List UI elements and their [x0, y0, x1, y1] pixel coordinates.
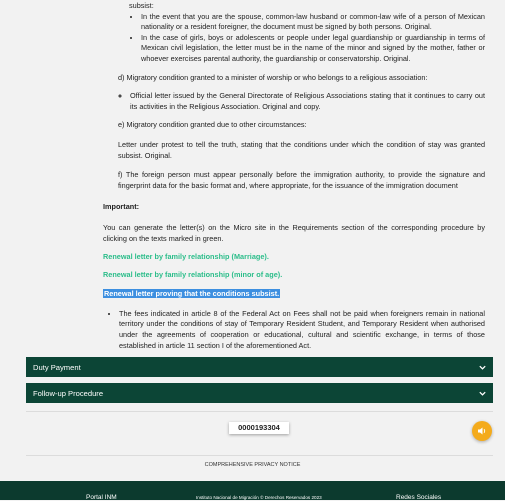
chevron-down-icon — [478, 389, 487, 398]
fees-list — [119, 309, 485, 351]
speaker-icon — [477, 426, 487, 436]
footer-copyright: Instituto Nacional de Migración © Derechos Reservados 2023 — [196, 495, 322, 500]
accordion-duty-payment[interactable] — [26, 357, 493, 377]
audio-button[interactable] — [472, 421, 492, 441]
important-heading: Important: — [103, 202, 140, 212]
link-renewal-conditions[interactable]: Renewal letter proving that the conditions subsist. — [104, 289, 280, 299]
bullet-minors: • In the case of girls, boys or adolescents or people under legal guardianship or guardianship in terms of Mexican civil legislation, the letter must be in the name of the minor and signed by the mother, father or whoever exercises parental authority, the guardianship or conservatorship. Original. — [141, 33, 485, 65]
visit-counter: 0000193304 — [229, 422, 289, 434]
privacy-notice-link[interactable]: COMPREHENSIVE PRIVACY NOTICE — [204, 462, 301, 468]
accordion-label: Duty Payment — [33, 362, 81, 372]
site-footer — [0, 481, 505, 500]
link-renewal-marriage[interactable]: Renewal letter by family relationship (Marriage). — [103, 252, 269, 262]
item-d-heading: d) Migratory condition granted to a minister of worship or who belongs to a religious association: — [118, 72, 428, 82]
subsist-text: subsist: — [129, 1, 154, 10]
chevron-down-icon — [478, 363, 487, 372]
letter-protest-text: Letter under protest to tell the truth, stating that the conditions under which the condition of stay was granted subsist. Original. — [118, 139, 485, 160]
link-renewal-minor[interactable]: Renewal letter by family relationship (minor of age). — [103, 269, 283, 279]
important-text: You can generate the letter(s) on the Micro site in the Requirements section of the corresponding procedure by clicking on the texts marked in green. — [103, 222, 485, 243]
spouse-minors-list — [141, 12, 485, 65]
requirements-content — [103, 0, 485, 351]
divider — [26, 455, 493, 456]
item-f-text: f) The foreign person must appear personally before the immigration authority, to provide the signature and fingerprint data for the basic format and, where appropriate, for the issuance of the immigration document — [118, 170, 485, 190]
accordion-follow-up-procedure[interactable] — [26, 383, 493, 403]
footer-portal-link[interactable]: Portal INM — [86, 494, 117, 501]
religious-list — [130, 91, 485, 112]
divider — [26, 411, 493, 412]
bullet-official-letter: ◦ Official letter issued by the General Directorate of Religious Associations stating that it continues to carry out its activities in the Religious Association. Original and copy. — [130, 91, 485, 112]
bullet-spouse: • In the event that you are the spouse, common-law husband or common-law wife of a person of Mexican nationality or a resident foreigner, the document must be signed by both persons. Original. — [141, 12, 485, 33]
accordion-label: Follow-up Procedure — [33, 388, 104, 398]
fees-text: • The fees indicated in article 8 of the Federal Act on Fees shall not be paid when foreigners remain in national territory under the conditions of stay of Temporary Resident Student, and Temporary Resident when authorised under the agreements of cooperation or educational, cultural and scientific exchange, in terms of those established in article 11 section I of the aforementioned Act. — [119, 309, 485, 351]
footer-social-heading: Redes Sociales — [396, 494, 442, 501]
item-e-heading: e) Migratory condition granted due to other circumstances: — [118, 120, 307, 130]
